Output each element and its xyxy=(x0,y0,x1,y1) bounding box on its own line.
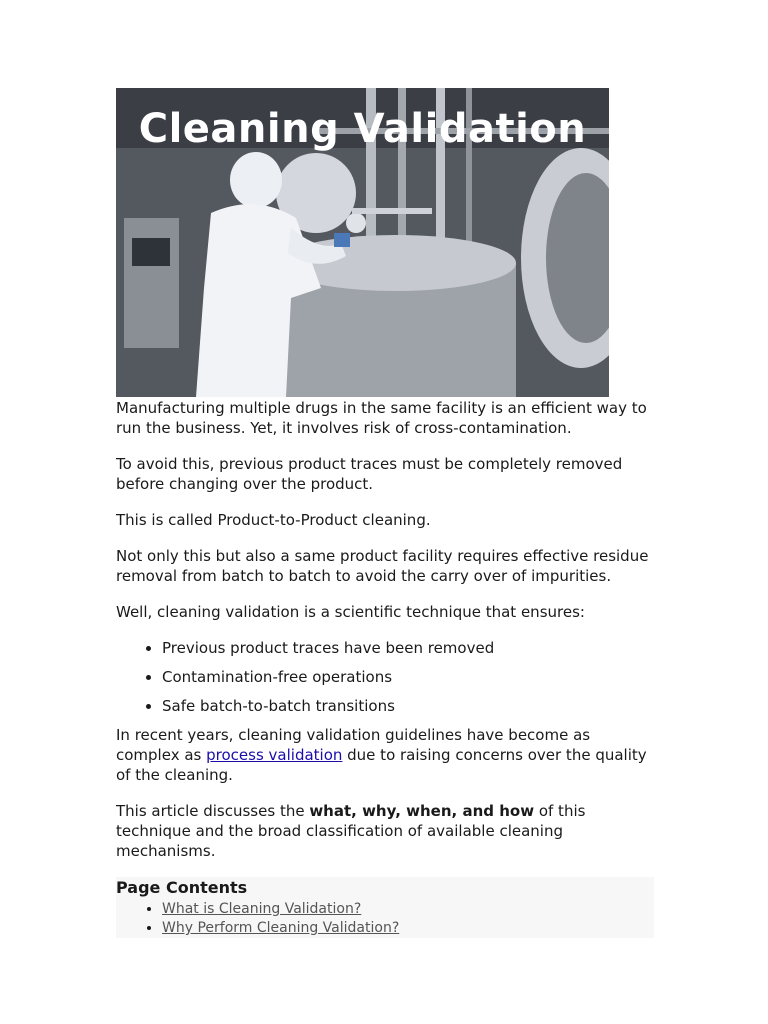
benefits-list xyxy=(116,638,656,716)
paragraph-text: This article discusses the xyxy=(116,802,310,820)
page-contents-list xyxy=(116,900,654,938)
list-item: • Safe batch-to-batch transitions xyxy=(162,696,656,716)
paragraph-text: of this technique and the broad classification of available cleaning mechanisms. xyxy=(116,802,586,860)
hero-title: Cleaning Validation xyxy=(138,106,587,152)
toc-link[interactable]: Why Perform Cleaning Validation? xyxy=(162,920,400,936)
paragraph xyxy=(116,725,656,785)
paragraph xyxy=(116,801,656,861)
process-validation-link[interactable]: process validation xyxy=(206,746,343,764)
list-item xyxy=(162,919,654,938)
paragraph: This is called Product-to-Product cleaning. xyxy=(116,511,431,529)
paragraph: Not only this but also a same product facility requires effective residue removal from batch to batch to avoid the carry over of impurities. xyxy=(116,547,649,585)
paragraph: Manufacturing multiple drugs in the same facility is an efficient way to run the business. Yet, it involves risk of cross-contamination. xyxy=(116,399,647,437)
list-item: • Previous product traces have been removed xyxy=(162,638,656,658)
hero-image xyxy=(116,88,609,397)
paragraph-text: due to raising concerns over the quality of the cleaning. xyxy=(116,746,647,784)
paragraph: To avoid this, previous product traces must be completely removed before changing over the product. xyxy=(116,455,623,493)
paragraph-text: In recent years, cleaning validation guidelines have become as complex as xyxy=(116,726,591,764)
paragraph: Well, cleaning validation is a scientific technique that ensures: xyxy=(116,603,585,621)
article xyxy=(116,88,656,938)
paragraph-emphasis: what, why, when, and how xyxy=(309,802,535,820)
page-contents-title: Page Contents xyxy=(116,878,248,897)
list-item xyxy=(162,900,654,919)
page-contents xyxy=(116,877,654,938)
list-item: • Contamination-free operations xyxy=(162,667,656,687)
toc-link[interactable]: What is Cleaning Validation? xyxy=(162,901,362,917)
